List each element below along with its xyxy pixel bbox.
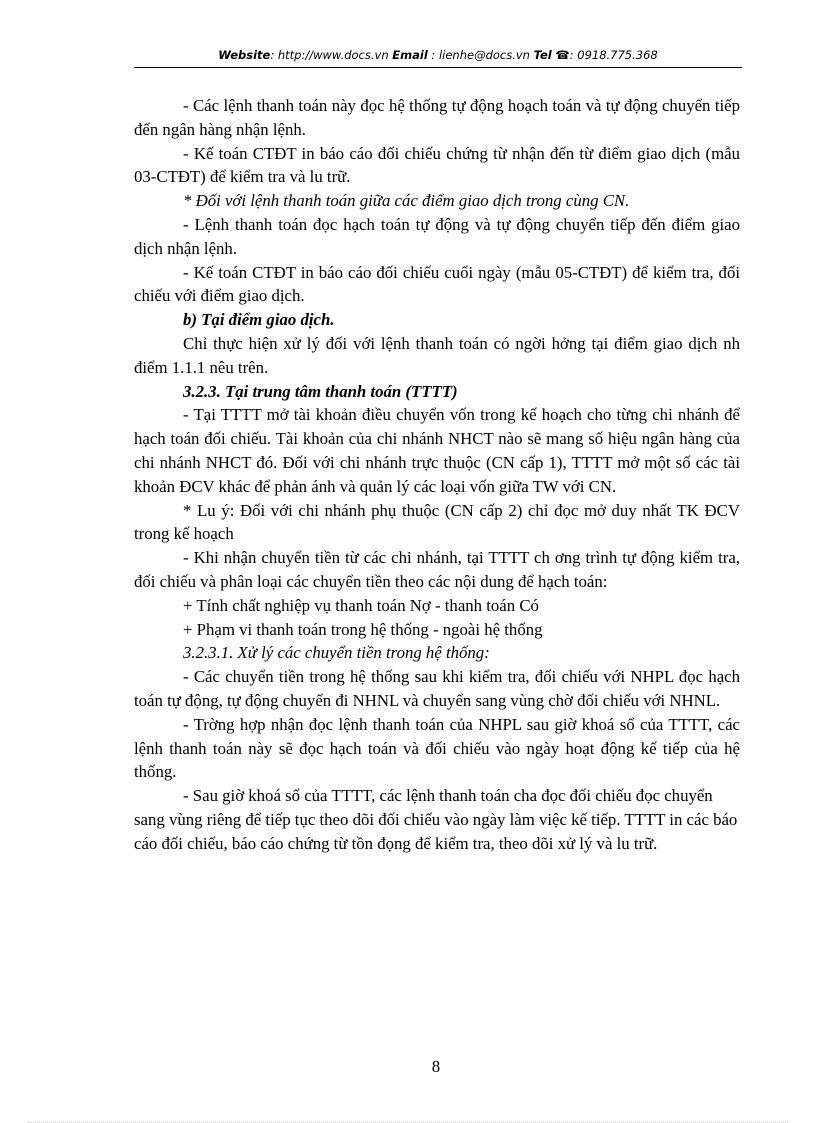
website-value: : http://www.docs.vn (270, 48, 393, 62)
italic-subheading: * Đối với lệnh thanh toán giữa các điểm giao dịch trong cùng CN. (183, 191, 630, 211)
tel-value: : 0918.775.368 (569, 48, 658, 62)
paragraph: Chỉ thực hiện xử lý đối với lệnh thanh toán có ngời hởng tại điểm giao dịch nh điểm 1.1.1 nêu trên. (134, 333, 740, 377)
paragraph: - Khi nhận chuyển tiền từ các chi nhánh, tại TTTT ch ơng trình tự động kiểm tra, đối chiếu và phân loại các chuyển tiền theo các nội dung để hạch toán: (134, 548, 740, 591)
website-label: Website (218, 48, 271, 62)
page-header (134, 48, 742, 68)
tel-label: Tel (533, 48, 552, 62)
paragraph: + Tính chất nghiệp vụ thanh toán Nợ - thanh toán Có (183, 595, 539, 615)
section-heading: 3.2.3. Tại trung tâm thanh toán (TTTT) (183, 381, 458, 401)
telephone-icon: ☎ (555, 48, 570, 62)
paragraph: - Trờng hợp nhận đọc lệnh thanh toán của NHPL sau giờ khoá sổ của TTTT, các lệnh thanh toán này sẽ đọc hạch toán và đối chiếu vào ngày hoạt động kế tiếp của hệ thống. (134, 714, 740, 782)
header-divider (134, 67, 742, 68)
section-heading: b) Tại điểm giao dịch. (183, 310, 335, 330)
email-value: : lienhe@docs.vn (427, 48, 534, 62)
paragraph: - Lệnh thanh toán đọc hạch toán tự động và tự động chuyển tiếp đến điểm giao dịch nhận lệnh. (134, 214, 740, 258)
paragraph: * Lu ý: Đối với chi nhánh phụ thuộc (CN cấp 2) chỉ đọc mở duy nhất TK ĐCV trong kế hoạch (134, 500, 740, 544)
paragraph: - Kế toán CTĐT in báo cáo đối chiếu cuối ngày (mẫu 05-CTĐT) để kiểm tra, đối chiếu với điểm giao dịch. (134, 262, 740, 306)
page-number: 8 (431, 1057, 441, 1076)
italic-subheading: 3.2.3.1. Xử lý các chuyển tiền trong hệ thống: (183, 643, 490, 663)
paragraph: - Tại TTTT mở tài khoản điều chuyển vốn trong kế hoạch cho từng chi nhánh để hạch toán đối chiếu. Tài khoản của chi nhánh NHCT nào sẽ mang số hiệu ngân hàng của chi nhánh NHCT đó. Đối với chi nhánh trực thuộc (CN cấp 1), TTTT mở một số các tài khoản ĐCV khác để phản ánh và quản lý các loại vốn giữa TW với CN. (134, 405, 740, 496)
paragraph: - Kế toán CTĐT in báo cáo đối chiếu chứng từ nhận đến từ điểm giao dịch (mẫu 03-CTĐT) để kiểm tra và lu trữ. (134, 143, 740, 187)
document-body (134, 94, 740, 856)
paragraph: - Sau giờ khoá sổ của TTTT, các lệnh thanh toán cha đọc đối chiếu đọc chuyển sang vùng riêng để tiếp tục theo dõi đối chiếu vào ngày làm việc kế tiếp. TTTT in các báo cáo đối chiếu, báo cáo chứng từ tồn đọng để kiểm tra, theo dõi xử lý và lu trữ. (134, 786, 738, 853)
paragraph: - Các lệnh thanh toán này đọc hệ thống tự động hoạch toán và tự động chuyển tiếp đến ngân hàng nhận lệnh. (134, 96, 740, 139)
email-label: Email (392, 48, 428, 62)
paragraph: - Các chuyển tiền trong hệ thống sau khi kiểm tra, đối chiếu với NHPL đọc hạch toán tự động, tự động chuyển đi NHNL và chuyển sang vùng chờ đối chiếu với NHNL. (134, 667, 740, 710)
paragraph: + Phạm vi thanh toán trong hệ thống - ngoài hệ thống (183, 619, 543, 639)
